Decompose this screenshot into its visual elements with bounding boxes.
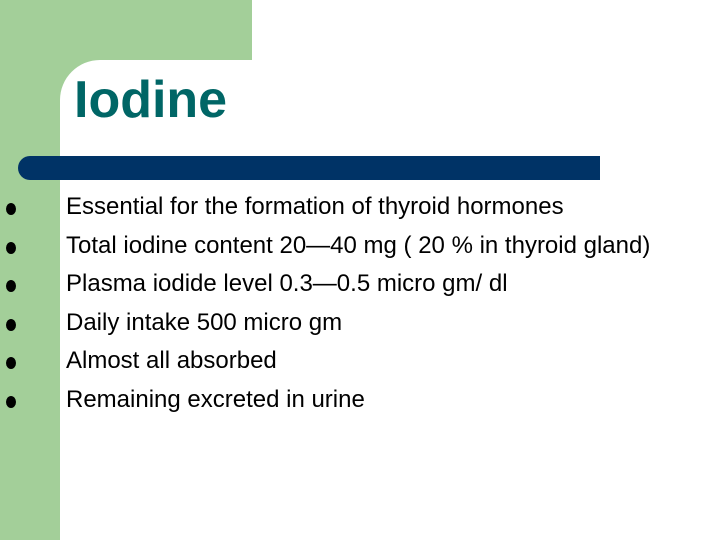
bullet-dot-icon bbox=[6, 357, 16, 369]
bullet-dot-icon bbox=[6, 242, 16, 254]
bullet-dot-icon bbox=[6, 203, 16, 215]
bullet-dot-icon bbox=[6, 396, 16, 408]
bullet-text: Remaining excreted in urine bbox=[66, 385, 365, 413]
bullet-text: Essential for the formation of thyroid hormones bbox=[66, 193, 564, 220]
bullet-text: Total iodine content 20—40 mg ( 20 % in thyroid gland) bbox=[66, 231, 651, 259]
bullet-item bbox=[0, 304, 700, 343]
bullet-list bbox=[0, 188, 700, 419]
bullet-item bbox=[0, 188, 700, 227]
bullet-text: Daily intake 500 micro gm bbox=[66, 308, 343, 336]
bullet-text: Almost all absorbed bbox=[66, 347, 277, 374]
bullet-item bbox=[0, 265, 700, 304]
bullet-item bbox=[0, 381, 700, 420]
bullet-item bbox=[0, 227, 700, 266]
bullet-text: Plasma iodide level 0.3—0.5 micro gm/ dl bbox=[66, 270, 508, 297]
bullet-dot-icon bbox=[6, 319, 16, 331]
slide-title: Iodine bbox=[74, 71, 228, 129]
title-underline-bar bbox=[18, 156, 600, 180]
bullet-item bbox=[0, 342, 700, 381]
bullet-dot-icon bbox=[6, 280, 16, 292]
